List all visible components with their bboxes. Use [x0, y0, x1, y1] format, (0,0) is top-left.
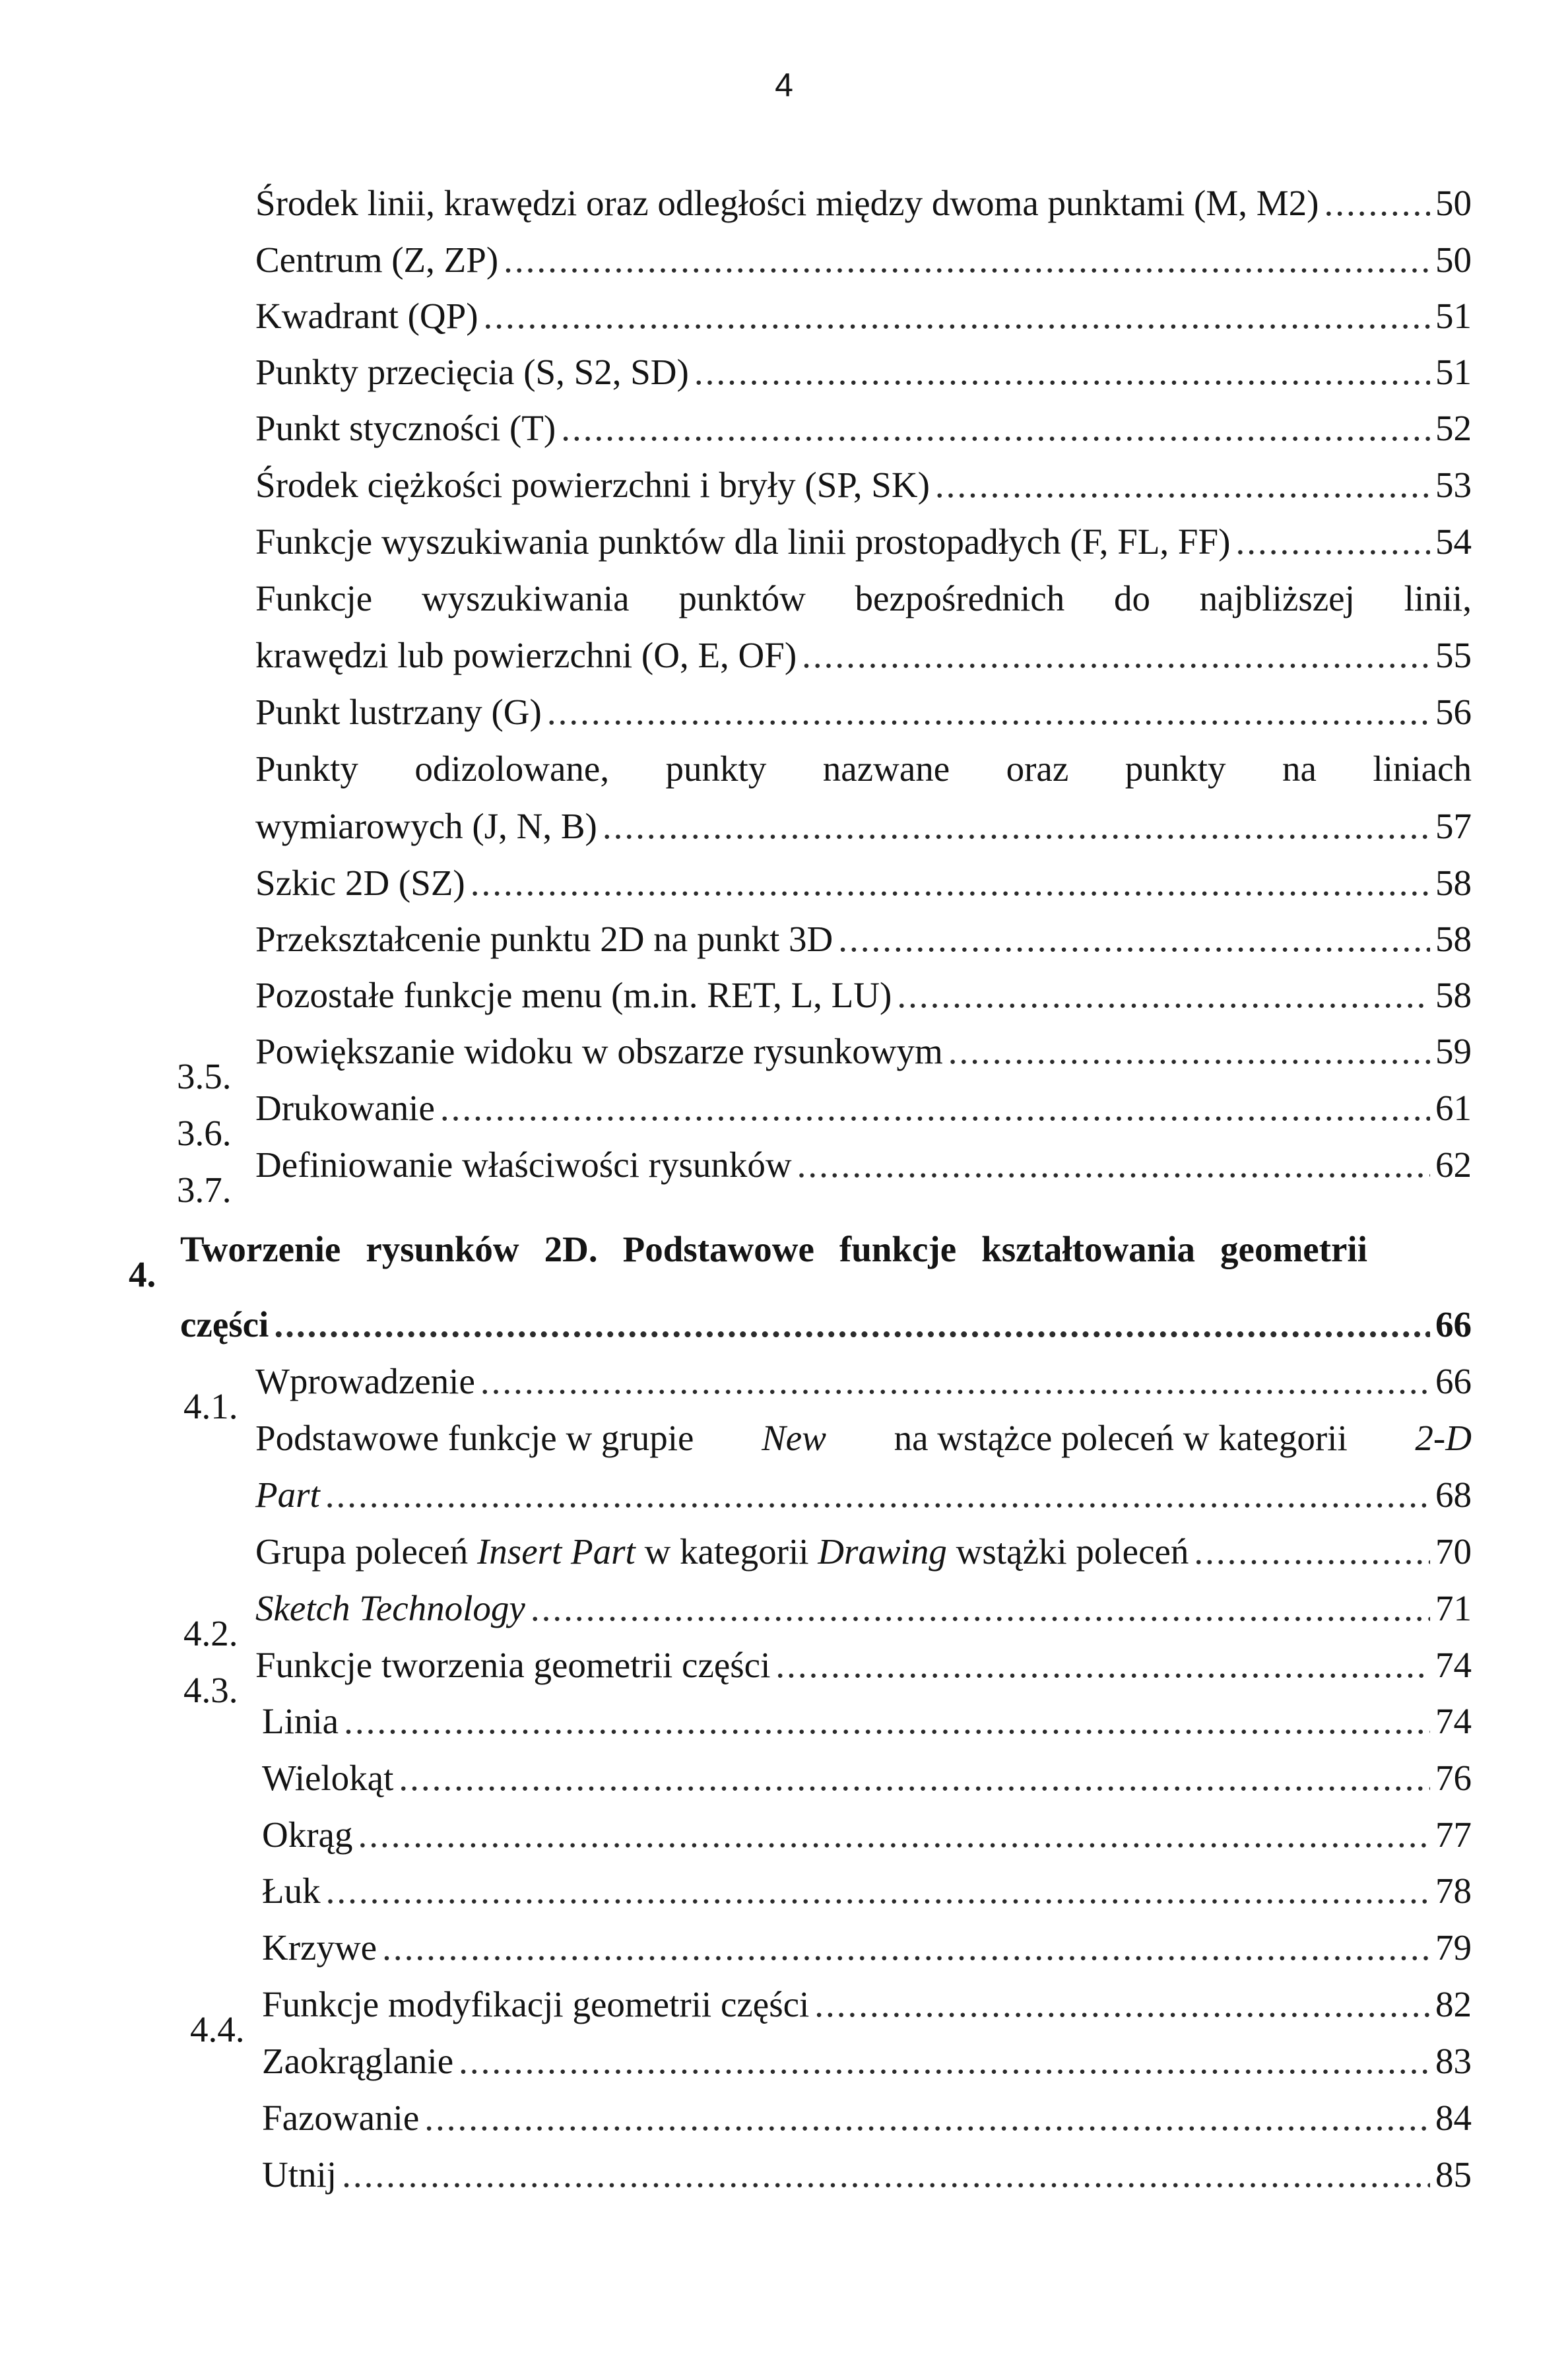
toc-entry-title: Przekształcenie punktu 2D na punkt 3D	[255, 919, 833, 959]
toc-entry-title	[255, 1533, 1189, 1570]
toc-word: oraz	[1006, 748, 1069, 789]
toc-entry-title: Utnij	[262, 2154, 337, 2195]
dot-leader	[814, 1986, 1430, 2022]
toc-word: geometrii	[1220, 1229, 1367, 1269]
toc-word: na wstążce poleceń w kategorii	[894, 1418, 1348, 1458]
toc-entry	[180, 1294, 1472, 1343]
toc-word: rysunków	[366, 1229, 519, 1269]
dot-leader	[504, 242, 1430, 278]
toc-word: punkty	[665, 748, 767, 789]
section-number: 4.2.	[183, 1613, 238, 1653]
toc-text-italic: Insert Part	[476, 1531, 636, 1572]
toc-entry	[255, 397, 1472, 446]
toc-word: odizolowane,	[414, 748, 610, 789]
toc-entry-title: Okrąg	[262, 1814, 353, 1855]
toc-word: kształtowania	[981, 1229, 1196, 1269]
dot-leader	[344, 1703, 1430, 1739]
section-number: 4.3.	[183, 1670, 238, 1710]
dot-leader	[274, 1306, 1430, 1343]
toc-entry-page: 66	[1435, 1304, 1472, 1345]
section-number: 4.1.	[183, 1386, 238, 1426]
toc-entry-page: 68	[1435, 1475, 1472, 1515]
toc-entry-title: Centrum (Z, ZP)	[255, 240, 499, 280]
toc-entry	[262, 1804, 1472, 1853]
toc-entry-title: Punkty przecięcia (S, S2, SD)	[255, 352, 689, 392]
dot-leader	[1194, 1533, 1430, 1570]
dot-leader	[802, 637, 1430, 673]
toc-entry	[255, 1020, 1472, 1069]
toc-entry-page: 66	[1435, 1361, 1472, 1401]
toc-word-italic: New	[762, 1418, 826, 1458]
dot-leader	[358, 1816, 1430, 1853]
toc-word: bezpośrednich	[855, 578, 1065, 618]
toc-word: Podstawowe funkcje w grupie	[255, 1418, 694, 1458]
dot-leader	[459, 2043, 1430, 2079]
toc-entry-page: 50	[1435, 240, 1472, 280]
toc-entry-page: 53	[1435, 465, 1472, 505]
toc-entry-title: Pozostałe funkcje menu (m.in. RET, L, LU)	[255, 975, 892, 1015]
toc-entry-page: 62	[1435, 1145, 1472, 1185]
dot-leader	[1235, 523, 1430, 560]
toc-entry-page: 58	[1435, 863, 1472, 903]
toc-entry-title: Sketch Technology	[255, 1588, 525, 1628]
toc-word: linii,	[1404, 578, 1472, 618]
toc-entry	[255, 511, 1472, 560]
toc-entry-title: krawędzi lub powierzchni (O, E, OF)	[255, 635, 797, 675]
toc-entry-title: Wielokąt	[262, 1758, 394, 1798]
toc-entry-title: wymiarowych (J, N, B)	[255, 806, 597, 846]
toc-entry	[262, 1974, 1472, 2022]
dot-leader	[471, 865, 1430, 901]
dot-leader	[480, 1363, 1430, 1399]
toc-entry	[262, 1747, 1472, 1796]
toc-entry	[255, 454, 1472, 503]
toc-word: 2D.	[544, 1229, 598, 1269]
toc-entry-page: 77	[1435, 1814, 1472, 1855]
toc-entry	[262, 2144, 1472, 2193]
toc-entry	[255, 341, 1472, 390]
toc-entry-page: 51	[1435, 296, 1472, 336]
toc-entry-page: 59	[1435, 1031, 1472, 1071]
toc-entry	[255, 795, 1472, 844]
toc-text: w kategorii	[635, 1531, 818, 1572]
toc-entry-title: części	[180, 1304, 269, 1345]
dot-leader	[399, 1760, 1430, 1796]
toc-word: Podstawowe	[622, 1229, 814, 1269]
toc-entry-title: Funkcje wyszukiwania punktów dla linii prostopadłych (F, FL, FF)	[255, 521, 1231, 562]
dot-leader	[897, 977, 1430, 1013]
toc-entry-page: 84	[1435, 2098, 1472, 2138]
dot-leader	[797, 1146, 1430, 1183]
toc-entry-title: Wprowadzenie	[255, 1361, 475, 1401]
toc-entry-continued	[255, 568, 1472, 616]
toc-entry-title: Linia	[262, 1701, 339, 1741]
toc-entry-title: Łuk	[262, 1871, 321, 1911]
dot-leader	[440, 1090, 1430, 1126]
section-number: 3.6.	[177, 1113, 232, 1153]
toc-entry-page: 74	[1435, 1701, 1472, 1741]
dot-leader	[382, 1929, 1430, 1966]
dot-leader	[325, 1477, 1430, 1513]
toc-entry	[255, 1077, 1472, 1126]
toc-entry-title: Szkic 2D (SZ)	[255, 863, 465, 903]
page-number: 4	[775, 67, 793, 104]
dot-leader	[694, 354, 1430, 390]
toc-word: liniach	[1373, 748, 1472, 789]
toc-word: nazwane	[822, 748, 950, 789]
toc-entry	[255, 1464, 1472, 1513]
dot-leader	[484, 298, 1430, 334]
toc-word: punktów	[678, 578, 806, 618]
toc-entry-title: Powiększanie widoku w obszarze rysunkowym	[255, 1031, 943, 1071]
dot-leader	[935, 467, 1430, 503]
toc-entry	[255, 1134, 1472, 1183]
toc-word: funkcje	[839, 1229, 957, 1269]
toc-entry-continued	[255, 738, 1472, 787]
toc-entry-title: Punkt lustrzany (G)	[255, 692, 542, 732]
section-number: 4.4.	[190, 2009, 245, 2049]
toc-entry	[255, 624, 1472, 673]
toc-entry	[255, 681, 1472, 730]
toc-entry	[262, 1860, 1472, 1909]
toc-entry-title: Krzywe	[262, 1927, 377, 1968]
toc-entry	[262, 1690, 1472, 1739]
dot-leader	[547, 694, 1430, 730]
toc-entry-page: 85	[1435, 2154, 1472, 2195]
toc-entry-title: Funkcje modyfikacji geometrii części	[262, 1984, 810, 2024]
toc-entry-title: Funkcje tworzenia geometrii części	[255, 1645, 771, 1685]
dot-leader	[326, 1873, 1430, 1909]
toc-entry	[255, 964, 1472, 1013]
toc-entry-page: 70	[1435, 1531, 1472, 1572]
dot-leader	[342, 2156, 1430, 2193]
toc-entry-page: 71	[1435, 1588, 1472, 1628]
toc-entry-page: 79	[1435, 1927, 1472, 1968]
toc-entry	[255, 1350, 1472, 1399]
toc-entry-title: Part	[255, 1475, 320, 1515]
toc-word: wyszukiwania	[421, 578, 630, 618]
toc-entry	[262, 2030, 1472, 2079]
chapter-number: 4.	[129, 1254, 156, 1294]
toc-entry-title: Kwadrant (QP)	[255, 296, 478, 336]
section-number: 3.5.	[177, 1056, 232, 1096]
toc-entry	[255, 1578, 1472, 1626]
dot-leader	[775, 1647, 1430, 1683]
toc-entry-page: 76	[1435, 1758, 1472, 1798]
toc-text: wstążki poleceń	[946, 1531, 1189, 1572]
dot-leader	[561, 410, 1430, 446]
toc-entry	[255, 852, 1472, 901]
toc-word: punkty	[1125, 748, 1226, 789]
toc-entry-page: 74	[1435, 1645, 1472, 1685]
toc-entry-title: Fazowanie	[262, 2098, 420, 2138]
toc-entry-page: 56	[1435, 692, 1472, 732]
toc-entry-title: Punkt styczności (T)	[255, 408, 556, 448]
toc-entry-page: 78	[1435, 1871, 1472, 1911]
toc-word-italic: 2-D	[1415, 1418, 1472, 1458]
toc-entry-page: 61	[1435, 1088, 1472, 1128]
toc-entry	[255, 229, 1472, 278]
toc-word: na	[1282, 748, 1317, 789]
toc-entry	[255, 1634, 1472, 1683]
toc-word: Funkcje	[255, 578, 373, 618]
toc-entry-continued	[255, 1407, 1472, 1456]
dot-leader	[1324, 185, 1430, 221]
toc-entry-page: 82	[1435, 1984, 1472, 2024]
toc-entry-page: 58	[1435, 919, 1472, 959]
dot-leader	[948, 1033, 1430, 1069]
toc-entry-page: 55	[1435, 635, 1472, 675]
section-number: 3.7.	[177, 1170, 232, 1210]
toc-entry-title: Zaokrąglanie	[262, 2041, 454, 2081]
toc-entry	[255, 908, 1472, 957]
toc-entry-page: 58	[1435, 975, 1472, 1015]
toc-entry-page: 52	[1435, 408, 1472, 448]
toc-entry-page: 83	[1435, 2041, 1472, 2081]
toc-entry-title: Środek linii, krawędzi oraz odległości między dwoma punktami (M, M2)	[255, 183, 1319, 223]
toc-entry-page: 54	[1435, 521, 1472, 562]
toc-entry	[255, 285, 1472, 334]
dot-leader	[838, 921, 1430, 957]
dot-leader	[531, 1590, 1430, 1626]
toc-entry-page: 50	[1435, 183, 1472, 223]
toc-word: do	[1113, 578, 1150, 618]
toc-entry-title: Środek ciężkości powierzchni i bryły (SP, SK)	[255, 465, 930, 505]
dot-leader	[603, 808, 1430, 844]
toc-entry	[255, 1521, 1472, 1570]
chapter-title	[180, 1218, 1367, 1267]
toc-entry-page: 57	[1435, 806, 1472, 846]
toc-word: najbliższej	[1199, 578, 1355, 618]
toc-entry-title: Drukowanie	[255, 1088, 435, 1128]
toc-entry-title: Definiowanie właściwości rysunków	[255, 1145, 792, 1185]
toc-entry	[262, 1917, 1472, 1966]
toc-text: Grupa poleceń	[255, 1531, 477, 1572]
toc-word: Tworzenie	[180, 1229, 341, 1269]
toc-text-italic: Drawing	[818, 1531, 947, 1572]
toc-entry	[255, 172, 1472, 221]
toc-word: Punkty	[255, 748, 358, 789]
toc-entry	[262, 2087, 1472, 2136]
toc-entry-page: 51	[1435, 352, 1472, 392]
dot-leader	[424, 2100, 1430, 2136]
